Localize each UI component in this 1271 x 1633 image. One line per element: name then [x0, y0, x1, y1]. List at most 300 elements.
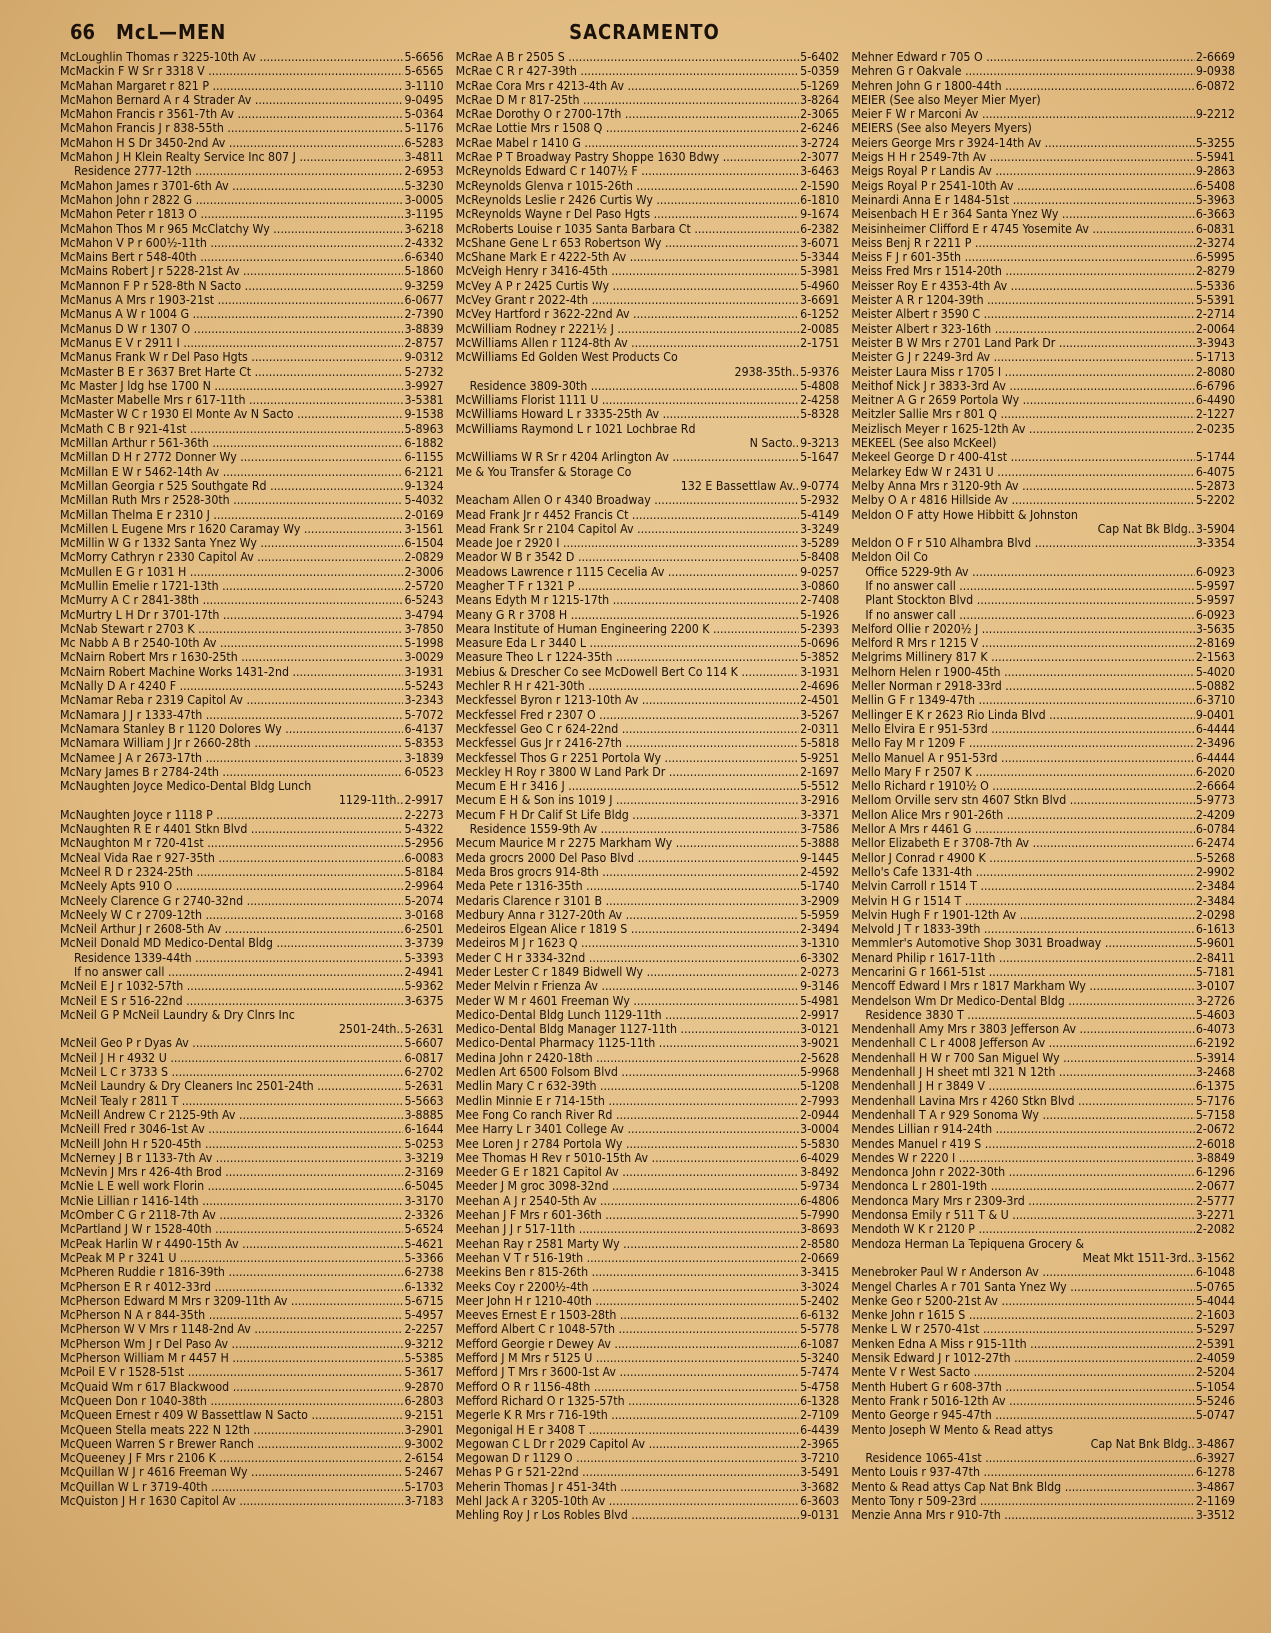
- listing-phone: 5-5391: [1195, 293, 1236, 308]
- listing-entry: [851, 650, 1235, 664]
- listing-phone: 3-5635: [1195, 621, 1236, 636]
- listing-phone: 3-0121: [800, 1022, 840, 1037]
- listing-phone: 5-1926: [800, 607, 840, 622]
- listing-phone: 5-5385: [404, 1351, 444, 1366]
- listing-phone: 5-3366: [404, 1250, 444, 1265]
- listing-entry: [60, 879, 444, 893]
- listing-name: Meder Melvin r Frienza Av .....: [456, 979, 799, 993]
- listing-phone: 6-0523: [404, 764, 444, 779]
- listing-phone: 3-4867: [1195, 1479, 1236, 1494]
- listing-entry: [60, 64, 444, 78]
- listing-phone: 9-3146: [800, 979, 840, 994]
- listing-name: Melgrims Millinery 817 K .....: [851, 650, 1194, 664]
- listing-entry: [60, 908, 444, 922]
- listing-phone: 5-5512: [800, 779, 840, 794]
- listing-entry: [60, 121, 444, 135]
- listing-phone: 3-1110: [404, 78, 444, 93]
- listing-entry: [851, 1380, 1235, 1394]
- listing-entry: [456, 779, 840, 793]
- listing-name: McMaster B E r 3637 Bret Harte Ct .....: [60, 365, 403, 379]
- listing-name: Mellinger E K r 2623 Rio Linda Blvd .....: [851, 708, 1194, 722]
- listing-entry: [851, 1494, 1235, 1508]
- listing-phone: 3-3170: [404, 1193, 444, 1208]
- listing-name: Mefford Albert C r 1048-57th .....: [456, 1322, 799, 1336]
- listing-phone: 5-9251: [800, 750, 840, 765]
- listing-phone: 6-4444: [1195, 750, 1236, 765]
- listing-entry: [851, 193, 1235, 207]
- listing-phone: 6-1504: [404, 536, 444, 551]
- listing-phone: 6-2474: [1195, 836, 1236, 851]
- listing-phone: 5-5268: [1195, 850, 1236, 865]
- listing-phone: 3-6071: [800, 235, 840, 250]
- listing-name: McNamara Stanley B r 1120 Dolores Wy .....: [60, 722, 403, 736]
- listing-phone: 9-3212: [404, 1336, 444, 1351]
- listing-phone: 3-8492: [800, 1165, 840, 1180]
- listing-name: Mehas P G r 521-22nd .....: [456, 1465, 799, 1479]
- listing-name: Mecum Maurice M r 2275 Markham Wy .....: [456, 836, 799, 850]
- listing-entry: [851, 1394, 1235, 1408]
- listing-entry: [456, 951, 840, 965]
- listing-entry: [851, 894, 1235, 908]
- listing-entry: [456, 322, 840, 336]
- listing-name: Meador W B r 3542 D .....: [456, 550, 799, 564]
- listing-name: Meeder G E r 1821 Capitol Av .....: [456, 1165, 799, 1179]
- listing-entry: [60, 508, 444, 522]
- listing-entry: [456, 1094, 840, 1108]
- listing-name: Meehan V T r 516-19th .....: [456, 1251, 799, 1265]
- listing-phone: 9-3259: [404, 278, 444, 293]
- listing-phone: 9-1538: [404, 407, 444, 422]
- listing-entry: [851, 1451, 1235, 1465]
- listing-entry: [456, 1437, 840, 1451]
- listing-entry: [456, 1294, 840, 1308]
- listing-name: Meldon O F r 510 Alhambra Blvd .....: [851, 536, 1194, 550]
- listing-phone: 5-0882: [1195, 679, 1236, 694]
- listing-phone: 5-6565: [404, 64, 444, 79]
- listing-phone: 5-3230: [404, 178, 444, 193]
- listing-phone: 2-3006: [404, 564, 444, 579]
- listing-entry: [60, 1451, 444, 1465]
- listing-phone: 6-2738: [404, 1265, 444, 1280]
- listing-name: Mencarini G r 1661-51st .....: [851, 965, 1194, 979]
- listing-phone: 2-7993: [800, 1093, 840, 1108]
- listing-entry: [60, 836, 444, 850]
- listing-phone: 5-9597: [1195, 578, 1236, 593]
- listing-name: McRae Cora Mrs r 4213-4th Av .....: [456, 79, 799, 93]
- listing-entry: [456, 765, 840, 779]
- listing-name: McMorry Cathryn r 2330 Capitol Av .....: [60, 550, 403, 564]
- listing-name: McRae C R r 427-39th .....: [456, 64, 799, 78]
- listing-name: Meiss F J r 601-35th .....: [851, 250, 1194, 264]
- listing-entry: [851, 93, 1235, 107]
- listing-phone: 5-4322: [404, 822, 444, 837]
- listing-entry: [456, 550, 840, 564]
- listing-entry: [851, 222, 1235, 236]
- listing-name: McNeil Laundry & Dry Cleaners Inc 2501-24th .....: [60, 1079, 403, 1093]
- listing-phone: 6-5045: [404, 1179, 444, 1194]
- listing-entry: [60, 1423, 444, 1437]
- listing-name: Meekins Ben r 815-26th .....: [456, 1265, 799, 1279]
- listing-name: Mendoza Herman La Tepiquena Grocery &: [851, 1236, 1085, 1251]
- listing-name: Meehan A J r 2540-5th Av .....: [456, 1194, 799, 1208]
- listing-phone: 2-4209: [1195, 807, 1236, 822]
- listing-name: McQueen Ernest r 409 W Bassettlaw N Sacto .....: [60, 1408, 403, 1422]
- listing-entry: [60, 322, 444, 336]
- listing-phone: 2-0669: [800, 1250, 840, 1265]
- listing-entry: [851, 751, 1235, 765]
- listing-phone: 5-9376: [800, 364, 840, 379]
- listing-name: McPartland J W r 1528-40th .....: [60, 1222, 403, 1236]
- listing-name: McManus A Mrs r 1903-21st .....: [60, 293, 403, 307]
- listing-name: McReynolds Leslie r 2426 Curtis Wy .....: [456, 193, 799, 207]
- listing-name: If no answer call .....: [851, 608, 1194, 622]
- listing-entry: [851, 479, 1235, 493]
- listing-name: Melford R Mrs r 1215 V .....: [851, 636, 1194, 650]
- listing-name: Mee Thomas H Rev r 5010-15th Av .....: [456, 1151, 799, 1165]
- listing-phone: 3-9927: [404, 378, 444, 393]
- listing-name: Me & You Transfer & Storage Co: [455, 464, 632, 479]
- listing-entry: [851, 593, 1235, 607]
- listing-entry: [851, 1408, 1235, 1422]
- listing-name: McMains Robert J r 5228-21st Av .....: [60, 264, 403, 278]
- listing-name: Meadows Lawrence r 1115 Cecelia Av .....: [456, 565, 799, 579]
- listing-entry: [851, 565, 1235, 579]
- listing-entry: [851, 1208, 1235, 1222]
- listing-name: McPherson E R r 4012-33rd .....: [60, 1280, 403, 1294]
- listing-entry: [851, 1237, 1235, 1251]
- listing-name: Meherin Thomas J r 451-34th .....: [456, 1480, 799, 1494]
- listing-name: Meeves Ernest E r 1503-28th .....: [456, 1308, 799, 1322]
- page-header: [58, 20, 1231, 46]
- listing-entry: [456, 293, 840, 307]
- listing-entry: [456, 751, 840, 765]
- listing-entry: [60, 1322, 444, 1336]
- listing-name: Memmler's Automotive Shop 3031 Broadway .....: [851, 936, 1194, 950]
- listing-entry: [851, 994, 1235, 1008]
- listing-name: Mehner Edward r 705 O .....: [851, 50, 1194, 64]
- listing-name: McNeill Fred r 3046-1st Av .....: [60, 1122, 403, 1136]
- listing-name: 1129-11th ..: [60, 793, 403, 807]
- listing-phone: 3-2726: [1195, 993, 1236, 1008]
- listing-name: McNeely Clarence G r 2740-32nd .....: [60, 894, 403, 908]
- listing-entry: [60, 1179, 444, 1193]
- listing-name: McNeil Donald MD Medico-Dental Bldg .....: [60, 936, 403, 950]
- listing-name: Measure Eda L r 3440 L .....: [456, 636, 799, 650]
- listing-entry: [456, 579, 840, 593]
- listing-phone: 9-0774: [800, 478, 840, 493]
- listing-phone: 5-4758: [800, 1379, 840, 1394]
- listing-name: McVey Grant r 2022-4th .....: [456, 293, 799, 307]
- listing-entry: [60, 665, 444, 679]
- listing-phone: 6-5995: [1195, 250, 1236, 265]
- listing-phone: 2-4332: [404, 235, 444, 250]
- listing-phone: 3-0004: [800, 1122, 840, 1137]
- listing-name: Meisenbach H E r 364 Santa Ynez Wy .....: [851, 207, 1194, 221]
- listing-phone: 5-9773: [1195, 793, 1236, 808]
- listing-phone: 2-9917: [404, 793, 444, 808]
- listing-name: Medico-Dental Bldg Lunch 1129-11th .....: [456, 1008, 799, 1022]
- listing-phone: 5-6656: [404, 50, 444, 64]
- listing-entry: [60, 365, 444, 379]
- listing-entry: [456, 736, 840, 750]
- listing-phone: 2-6154: [404, 1451, 444, 1466]
- listing-name: Meisser Roy E r 4353-4th Av .....: [851, 279, 1194, 293]
- listing-name: Menke L W r 2570-41st .....: [851, 1322, 1194, 1336]
- listing-phone: 3-3943: [1195, 335, 1236, 350]
- listing-entry: [60, 951, 444, 965]
- listing-phone: 3-1561: [404, 521, 444, 536]
- listing-entry: [60, 107, 444, 121]
- listing-name: Meller Norman r 2918-33rd .....: [851, 679, 1194, 693]
- listing-phone: 6-4029: [800, 1150, 840, 1165]
- listing-entry: [851, 365, 1235, 379]
- listing-name: McRae Dorothy O r 2700-17th .....: [456, 107, 799, 121]
- listing-entry: [456, 1179, 840, 1193]
- listing-name: Meder C H r 3334-32nd .....: [456, 951, 799, 965]
- listing-name: Meat Mkt 1511-3rd ..: [851, 1251, 1194, 1265]
- listing-name: McQuillan W J r 4616 Freeman Wy .....: [60, 1465, 403, 1479]
- listing-entry: [456, 1465, 840, 1479]
- listing-name: Melvin Hugh F r 1901-12th Av .....: [851, 908, 1194, 922]
- listing-phone: 2-0944: [800, 1107, 840, 1122]
- listing-name: McPheren Ruddie r 1816-39th .....: [60, 1265, 403, 1279]
- listing-entry: [456, 1394, 840, 1408]
- listing-phone: 3-3415: [800, 1265, 840, 1280]
- listing-phone: 6-1375: [1195, 1079, 1236, 1094]
- listing-name: Residence 2777-12th .....: [60, 164, 403, 178]
- listing-phone: 9-0495: [404, 92, 444, 107]
- listing-entry: [851, 550, 1235, 564]
- listing-entry: [851, 236, 1235, 250]
- listing-name: Meiss Benj R r 2211 P .....: [851, 236, 1194, 250]
- listing-entry: [851, 379, 1235, 393]
- listing-entry: [60, 350, 444, 364]
- listing-name: McWilliams Ed Golden West Products Co: [455, 350, 678, 365]
- listing-entry: [851, 793, 1235, 807]
- listing-name: McMillan E W r 5462-14th Av .....: [60, 465, 403, 479]
- listing-phone: 3-8849: [1195, 1150, 1236, 1165]
- listing-entry: [456, 1122, 840, 1136]
- listing-phone: 5-8328: [800, 407, 840, 422]
- listing-entry: [851, 1022, 1235, 1036]
- listing-phone: 2-0273: [800, 965, 840, 979]
- listing-entry: [456, 936, 840, 950]
- listing-phone: 5-1703: [404, 1479, 444, 1494]
- listing-phone: 3-5904: [1195, 521, 1236, 536]
- listing-entry: [456, 1265, 840, 1279]
- listing-entry: [60, 1265, 444, 1279]
- listing-phone: 5-2932: [800, 493, 840, 508]
- listing-entry: [456, 965, 840, 979]
- listing-name: Mekeel George D r 400-41st .....: [851, 450, 1194, 464]
- listing-phone: 2-4258: [800, 393, 840, 408]
- listing-entry: [60, 293, 444, 307]
- listing-phone: 5-9597: [1195, 593, 1236, 608]
- listing-phone: 3-7586: [800, 822, 840, 837]
- listing-name: McMurry A C r 2841-38th .....: [60, 593, 403, 607]
- listing-name: McLoughlin Thomas r 3225-10th Av .....: [60, 50, 403, 64]
- listing-phone: 2-3077: [800, 150, 840, 165]
- listing-phone: 3-3219: [404, 1150, 444, 1165]
- listing-name: Mead Frank Sr r 2104 Capitol Av .....: [456, 522, 799, 536]
- listing-name: McNeil J H r 4932 U .....: [60, 1051, 403, 1065]
- listing-phone: 9-2870: [404, 1379, 444, 1394]
- listing-entry: [60, 579, 444, 593]
- listing-phone: 2-0677: [1195, 1179, 1236, 1194]
- listing-name: Mecum F H Dr Calif St Life Bldg .....: [456, 808, 799, 822]
- listing-name: Mebius & Drescher Co see McDowell Bert Co 114 K .....: [456, 665, 799, 679]
- listing-entry: [851, 1122, 1235, 1136]
- listing-name: Residence 3809-30th .....: [456, 379, 799, 393]
- listing-phone: 5-2873: [1195, 478, 1236, 493]
- listing-entry: [851, 393, 1235, 407]
- listing-entry: [456, 622, 840, 636]
- listing-name: Mento Louis r 937-47th .....: [851, 1465, 1194, 1479]
- listing-phone: 6-1048: [1195, 1265, 1236, 1280]
- listing-phone: 3-1931: [404, 664, 444, 679]
- listing-phone: 5-1269: [800, 78, 840, 93]
- listing-name: McMillan D H r 2772 Donner Wy .....: [60, 450, 403, 464]
- listing-phone: 2-3326: [404, 1208, 444, 1223]
- listing-entry: [456, 150, 840, 164]
- listing-name: Melvold J T r 1833-39th .....: [851, 922, 1194, 936]
- listing-entry: [60, 379, 444, 393]
- listing-phone: 6-6340: [404, 250, 444, 265]
- listing-name: Medaris Clarence r 3101 B .....: [456, 894, 799, 908]
- listing-phone: 2-6018: [1195, 1136, 1236, 1151]
- listing-phone: 2-8580: [800, 1236, 840, 1251]
- listing-entry: [456, 1108, 840, 1122]
- listing-entry: [60, 1051, 444, 1065]
- listing-phone: 5-5246: [1195, 1393, 1236, 1408]
- listing-phone: 3-6463: [800, 164, 840, 179]
- listing-entry: [60, 765, 444, 779]
- listing-name: McNeely W C r 2709-12th .....: [60, 908, 403, 922]
- listing-entry: [456, 1480, 840, 1494]
- listing-name: Meister G J r 2249-3rd Av .....: [851, 350, 1194, 364]
- listing-phone: 3-6218: [404, 221, 444, 236]
- listing-entry: [60, 1079, 444, 1093]
- listing-name: Mello Elvira E r 951-53rd .....: [851, 722, 1194, 736]
- listing-entry: [456, 865, 840, 879]
- listing-phone: 5-7176: [1195, 1093, 1236, 1108]
- listing-phone: 3-5267: [800, 707, 840, 722]
- listing-entry: [60, 193, 444, 207]
- listing-phone: 2-0064: [1195, 321, 1236, 336]
- listing-phone: 2-8080: [1195, 364, 1236, 379]
- listing-column-2: [456, 50, 840, 1610]
- listing-name: McNamara William J Jr r 2660-28th .....: [60, 736, 403, 750]
- listing-name: Meinardi Anna E r 1484-51st .....: [851, 193, 1194, 207]
- listing-name: Meldon O F atty Howe Hibbitt & Johnston: [851, 507, 1078, 522]
- listing-name: Mello Manuel A r 951-53rd .....: [851, 751, 1194, 765]
- listing-phone: 5-8963: [404, 421, 444, 436]
- listing-entry: [851, 1508, 1235, 1522]
- listing-name: McNeill John H r 520-45th .....: [60, 1137, 403, 1151]
- listing-entry: [456, 708, 840, 722]
- listing-entry: [456, 1494, 840, 1508]
- listing-entry: [851, 951, 1235, 965]
- listing-entry: [456, 851, 840, 865]
- listing-entry: [60, 779, 444, 793]
- listing-entry: [456, 450, 840, 464]
- listing-phone: 6-0872: [1195, 78, 1236, 93]
- listing-phone: 2-9964: [404, 879, 444, 894]
- listing-entry: [851, 608, 1235, 622]
- listing-phone: 2-3494: [800, 922, 840, 937]
- listing-name: Meigs Royal P r 2541-10th Av .....: [851, 179, 1194, 193]
- listing-phone: 5-1647: [800, 450, 840, 465]
- listing-name: 2501-24th ..: [60, 1022, 403, 1036]
- listing-entry: [851, 64, 1235, 78]
- listing-name: Mencoff Edward I Mrs r 1817 Markham Wy .....: [851, 979, 1194, 993]
- listing-name: Meda grocrs 2000 Del Paso Blvd .....: [456, 851, 799, 865]
- listing-name: McNaughton M r 720-41st .....: [60, 836, 403, 850]
- listing-phone: 6-0083: [404, 850, 444, 865]
- listing-entry: [60, 1194, 444, 1208]
- listing-name: Meigs Royal P r Landis Av .....: [851, 164, 1194, 178]
- listing-phone: 3-3682: [800, 1479, 840, 1494]
- listing-name: Meckfessel Byron r 1213-10th Av .....: [456, 693, 799, 707]
- listing-entry: [60, 1137, 444, 1151]
- listing-phone: 3-3371: [800, 807, 840, 822]
- listing-entry: [456, 465, 840, 479]
- listing-name: Mensik Edward J r 1012-27th .....: [851, 1351, 1194, 1365]
- listing-entry: [851, 264, 1235, 278]
- listing-name: McShane Gene L r 653 Robertson Wy .....: [456, 236, 799, 250]
- listing-name: Mellor J Conrad r 4900 K .....: [851, 851, 1194, 865]
- listing-name: McRae P T Broadway Pastry Shoppe 1630 Bdwy .....: [456, 150, 799, 164]
- listing-entry: [60, 808, 444, 822]
- listing-name: Mento George r 945-47th .....: [851, 1408, 1194, 1422]
- listing-entry: [851, 350, 1235, 364]
- listing-entry: [60, 865, 444, 879]
- listing-name: Mento Joseph W Mento & Read attys: [851, 1422, 1054, 1437]
- listing-name: Mendes Lillian r 914-24th .....: [851, 1122, 1194, 1136]
- listing-name: McMahon Bernard A r 4 Strader Av .....: [60, 93, 403, 107]
- listing-phone: 2-2714: [1195, 307, 1236, 322]
- listing-phone: 6-2121: [404, 464, 444, 479]
- listing-phone: 9-0312: [404, 350, 444, 365]
- listing-name: McVey A P r 2425 Curtis Wy .....: [456, 279, 799, 293]
- listing-entry: [456, 479, 840, 493]
- listing-phone: 6-2192: [1195, 1036, 1236, 1051]
- listing-name: Mendenhall Amy Mrs r 3803 Jefferson Av .....: [851, 1022, 1194, 1036]
- listing-phone: 5-5830: [800, 1136, 840, 1151]
- listing-phone: 5-3963: [1195, 192, 1236, 207]
- listing-phone: 5-2393: [800, 621, 840, 636]
- listing-entry: [456, 1208, 840, 1222]
- listing-phone: 3-0860: [800, 578, 840, 593]
- listing-entry: [60, 207, 444, 221]
- listing-name: Meehan J J r 517-11th .....: [456, 1222, 799, 1236]
- listing-name: Medbury Anna r 3127-20th Av .....: [456, 908, 799, 922]
- listing-phone: 5-2631: [404, 1079, 444, 1094]
- listing-name: McQuiston J H r 1630 Capitol Av .....: [60, 1494, 403, 1508]
- listing-phone: 5-4957: [404, 1308, 444, 1323]
- listing-name: Mendelson Wm Dr Medico-Dental Bldg .....: [851, 994, 1194, 1008]
- listing-name: Meckfessel Gus Jr r 2416-27th .....: [456, 736, 799, 750]
- listing-phone: 2-1227: [1195, 407, 1236, 422]
- listing-name: Plant Stockton Blvd .....: [851, 593, 1194, 607]
- listing-name: MEIER (See also Meyer Mier Myer): [851, 92, 1041, 107]
- listing-entry: [851, 1337, 1235, 1351]
- listing-phone: 3-1931: [800, 664, 840, 679]
- listing-entry: [851, 1165, 1235, 1179]
- listing-name: Mendenhall Lavina Mrs r 4260 Stkn Blvd .....: [851, 1094, 1194, 1108]
- listing-name: McMillan Georgia r 525 Southgate Rd .....: [60, 479, 403, 493]
- listing-phone: 5-1860: [404, 264, 444, 279]
